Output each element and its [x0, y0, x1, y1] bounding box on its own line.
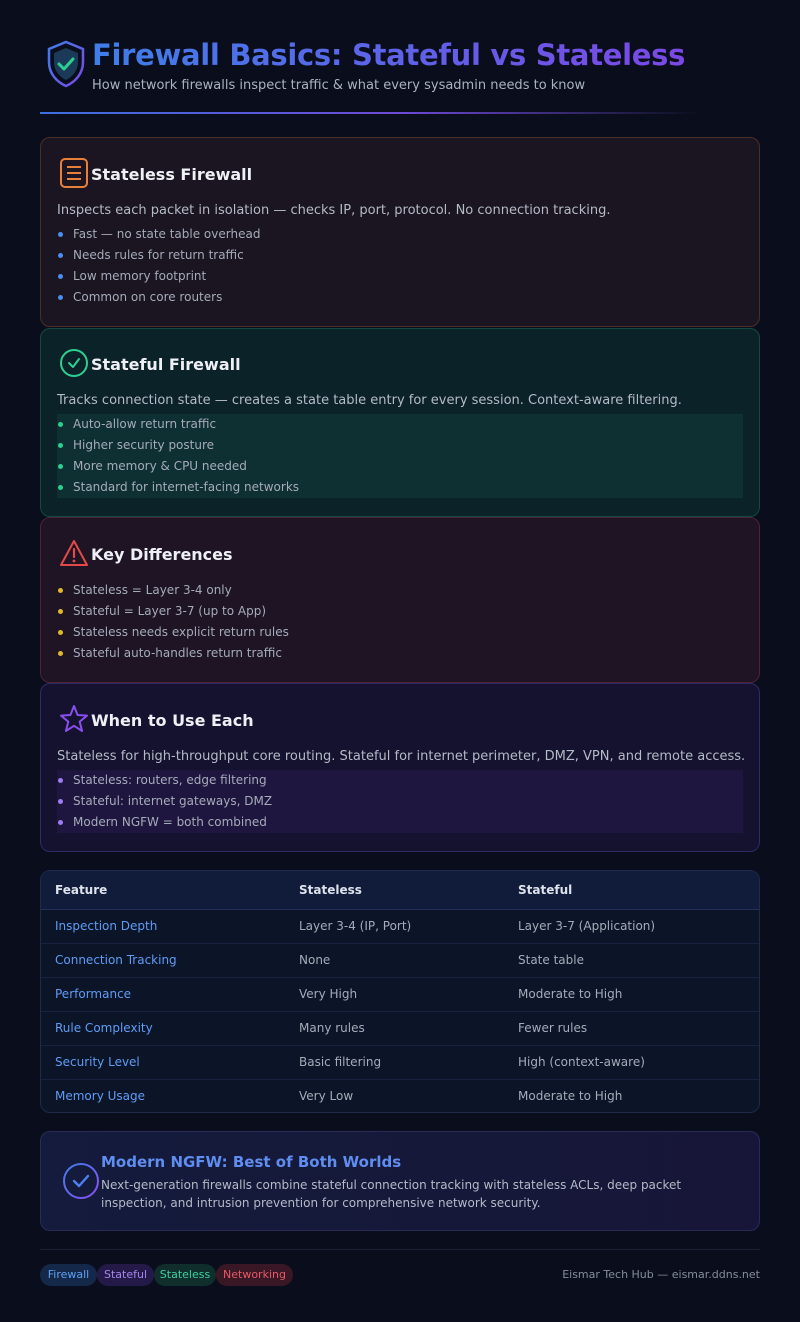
stateful-cell: Layer 3-7 (Application) [504, 909, 759, 943]
list-item: Low memory footprint [57, 266, 743, 287]
stateless-cell: Basic filtering [285, 1045, 504, 1079]
card-title: Key Differences [91, 545, 233, 564]
stateless-firewall-card [40, 137, 760, 327]
card-title: When to Use Each [91, 711, 254, 730]
card-bullet-list [57, 770, 743, 833]
page-subtitle: How network firewalls inspect traffic & what every sysadmin needs to know [92, 78, 586, 93]
stateful-cell: Fewer rules [504, 1011, 759, 1045]
check-circle-icon [62, 1162, 100, 1200]
list-item: More memory & CPU needed [57, 456, 743, 477]
card-description: Tracks connection state — creates a state table entry for every session. Context-aware filtering. [57, 393, 682, 408]
comparison-table [40, 870, 760, 1113]
stateful-cell: Moderate to High [504, 977, 759, 1011]
footer-credit: Eismar Tech Hub — eismar.ddns.net [562, 1268, 760, 1281]
list-item: Auto-allow return traffic [57, 414, 743, 435]
ngfw-callout [40, 1131, 760, 1231]
card-title: Stateless Firewall [91, 165, 253, 184]
card-description: Stateless for high-throughput core routing. Stateful for internet perimeter, DMZ, VPN, and remote access. [57, 749, 746, 764]
column-header: Feature [41, 871, 285, 909]
stateful-firewall-card [40, 328, 760, 517]
tag-firewall[interactable]: Firewall [40, 1264, 97, 1286]
feature-cell: Memory Usage [55, 1089, 146, 1104]
star-icon [59, 704, 89, 734]
list-item: Needs rules for return traffic [57, 245, 743, 266]
table-row [41, 1079, 759, 1113]
list-item: Standard for internet-facing networks [57, 477, 743, 498]
table-row [41, 943, 759, 977]
stateful-cell: High (context-aware) [504, 1045, 759, 1079]
stateful-cell: State table [504, 943, 759, 977]
when-to-use-card [40, 683, 760, 852]
list-item: Higher security posture [57, 435, 743, 456]
ngfw-title: Modern NGFW: Best of Both Worlds [101, 1153, 402, 1171]
table-header-row [41, 871, 759, 909]
stateless-cell: None [285, 943, 504, 977]
feature-cell: Security Level [41, 1045, 285, 1079]
list-item: Stateful = Layer 3-7 (up to App) [57, 601, 743, 622]
tag-networking[interactable]: Networking [216, 1264, 293, 1286]
table-row [41, 1045, 759, 1079]
table-row [41, 909, 759, 943]
column-header: Stateful [504, 871, 759, 909]
warning-triangle-icon [59, 538, 89, 568]
card-bullet-list [57, 224, 743, 308]
column-header: Stateless [285, 871, 504, 909]
card-title: Stateful Firewall [91, 355, 241, 374]
stateless-cell: Very Low [299, 1089, 354, 1104]
header-divider [40, 112, 700, 114]
tag-stateful[interactable]: Stateful [97, 1264, 154, 1286]
list-item: Modern NGFW = both combined [57, 812, 743, 833]
footer-divider [40, 1249, 760, 1250]
card-bullet-list [57, 414, 743, 498]
list-item: Fast — no state table overhead [57, 224, 743, 245]
list-item: Stateless needs explicit return rules [57, 622, 743, 643]
page-header [40, 36, 760, 116]
table-row [41, 1011, 759, 1045]
check-circle-icon [59, 348, 89, 378]
list-item: Stateless = Layer 3-4 only [57, 580, 743, 601]
list-item: Stateful: internet gateways, DMZ [57, 791, 743, 812]
feature-cell: Inspection Depth [41, 909, 285, 943]
feature-cell: Rule Complexity [41, 1011, 285, 1045]
key-differences-card [40, 517, 760, 683]
list-item: Common on core routers [57, 287, 743, 308]
list-item: Stateful auto-handles return traffic [57, 643, 743, 664]
feature-cell: Performance [41, 977, 285, 1011]
stateless-cell: Very High [285, 977, 504, 1011]
stateful-cell: Moderate to High [518, 1089, 623, 1104]
stateless-cell: Layer 3-4 (IP, Port) [285, 909, 504, 943]
list-document-icon [59, 158, 89, 188]
ngfw-text: Next-generation firewalls combine stateful connection tracking with stateless ACLs, deep packet inspection, and intrusion prevention for comprehensive network security. [101, 1178, 682, 1210]
card-bullet-list [57, 580, 743, 664]
list-item: Stateless: routers, edge filtering [57, 770, 743, 791]
stateless-cell: Many rules [285, 1011, 504, 1045]
card-description: Inspects each packet in isolation — checks IP, port, protocol. No connection tracking. [57, 203, 611, 218]
page-title: Firewall Basics: Stateful vs Stateless [92, 38, 686, 72]
tag-stateless[interactable]: Stateless [154, 1264, 216, 1286]
feature-cell: Connection Tracking [41, 943, 285, 977]
shield-check-icon [46, 40, 86, 88]
table-row [41, 977, 759, 1011]
